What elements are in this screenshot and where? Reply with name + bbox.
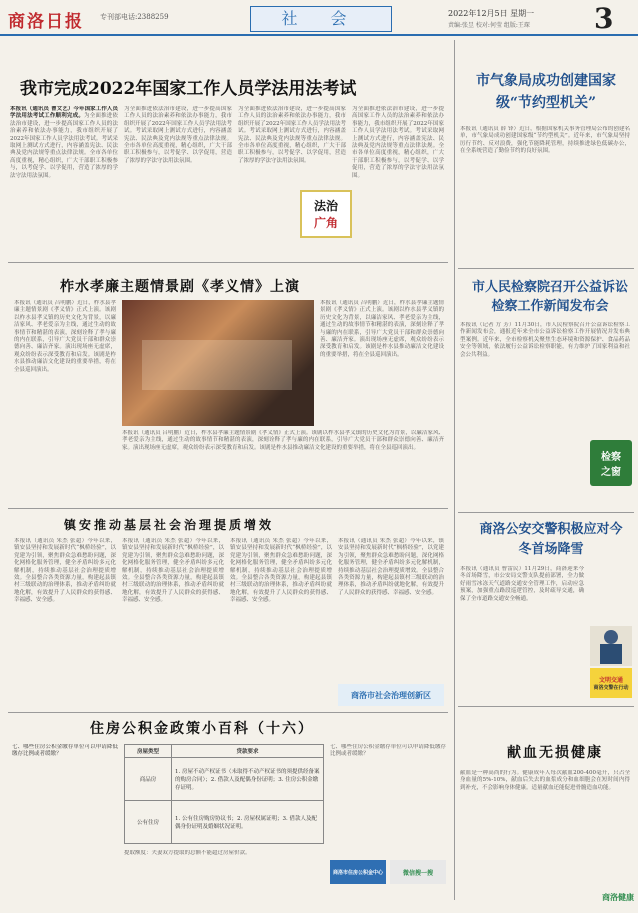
housing-fund-text: 七、哪些住房公积金缴存单位可以申请降低缴存比例或者缓缴？ [330,744,446,758]
divider [8,712,448,713]
traffic-officer-figure [590,626,632,666]
divider [458,706,634,707]
table-header: 房屋类型 [125,745,172,758]
article-body: 为全面推进依法治市建设，进一步提高国家工作人员的法治素养和依法办事能力，我市组织开展了2022年国家工作人员学法用法考试。考试采取网上测试方式进行，内容涵盖宪法、民法典及党内法规等重点法律法规。全市各单位高度重视，精心组织，广大干部职工积极参与，以考促学、以学促用，营造了浓厚的学法守法用法氛围。 [124,106,232,164]
badge-text: 检察 [601,452,621,463]
article-law-exam-col3 [238,106,346,184]
article-governance-col1: 本报讯（通讯员 朱杰 张超）今年以来，镇安县坚持和发展新时代“枫桥经验”，以党建为引领，聚焦群众急难愁盼问题，深化网格化服务管理，健全矛盾纠纷多元化解机制，持续推动基层社会治理提质增效。全县整合各类资源力量，构建起县镇村三级联动的治理体系，推动矛盾纠纷就地化解，有效提升了人民群众的获得感、幸福感、安全感。 [14,538,116,604]
officer-head-icon [604,630,618,644]
housing-fund-table [124,744,324,844]
headline-traffic-police: 商洛公安交警积极应对今冬首场降雪 [479,522,623,557]
drama-stage-photo [122,300,314,426]
badge-text: 文明交通 [598,677,623,684]
headline-law-exam: 我市完成2022年国家工作人员学法用法考试 [20,79,357,99]
masthead [0,0,638,36]
procuratorate-badge [590,440,632,486]
table-row [125,801,324,844]
governance-logo: 商洛市社会治理创新区 [338,684,444,706]
table-cell: 1. 公有住房购房协议书；2. 房屋权属证明；3. 借款人及配偶身份证明及婚姻状况证明。 [172,801,324,844]
newspaper-logo: 商洛日报 [8,12,84,32]
article-drama-col1: 本报讯（通讯员 吕明鹏）近日，柞水县孝廉主题情景剧《孝义情》正式上演。该剧以柞水县孝义镇的历史文化为背景，以廉洁家风、孝老爱亲为主线，通过生动的故事情节和精湛的表演，深刻诠释了孝与廉的内在联系，引导广大党员干部和群众崇德向善、廉洁齐家。演出现场座无虚席，观众纷纷表示深受教育和启发。该剧是柞水县推动廉洁文化建设的重要举措，将在全县巡回演出。 [14,300,116,373]
article-energy-saving: 本报讯（通讯员 薛 铎）近日，根据国家机关事务管理局公布的创建名单，市气象局成功创建国家级“节约型机关”。近年来，市气象局坚持厉行节约、反对浪费，强化节能降耗管理，持续推进绿色低碳办公，在全系统营造了勤俭节约的良好氛围。 [460,126,630,155]
traffic-badge [590,668,632,698]
table-row [125,745,324,758]
article-law-exam-col4 [352,106,444,256]
article-governance-col4: 本报讯（通讯员 朱杰 张超）今年以来，镇安县坚持和发展新时代“枫桥经验”，以党建为引领，聚焦群众急难愁盼问题，深化网格化服务管理，健全矛盾纠纷多元化解机制，持续推动基层社会治理提质增效。全县整合各类资源力量，构建起县镇村三级联动的治理体系，推动矛盾纠纷就地化解，有效提升了人民群众的获得感、幸福感、安全感。 [338,538,444,596]
article-governance-col2: 本报讯（通讯员 朱杰 张超）今年以来，镇安县坚持和发展新时代“枫桥经验”，以党建为引领，聚焦群众急难愁盼问题，深化网格化服务管理，健全矛盾纠纷多元化解机制，持续推动基层社会治理提质增效。全县整合各类资源力量，构建起县镇村三级联动的治理体系，推动矛盾纠纷就地化解，有效提升了人民群众的获得感、幸福感、安全感。 [122,538,224,604]
divider [458,268,634,269]
date: 2022年12月5日 星期一 [448,9,535,18]
table-cell: 商品房 [125,758,172,801]
headline-drama: 柞水孝廉主题情景剧《孝义情》上演 [60,279,300,295]
table-row [125,758,324,801]
article-body: 为全面推进依法治市建设，进一步提高国家工作人员的法治素养和依法办事能力，我市组织开展了2022年国家工作人员学法用法考试。考试采取网上测试方式进行，内容涵盖宪法、民法典及党内法规等重点法律法规。全市各单位高度重视，精心组织，广大干部职工积极参与，以考促学、以学促用，营造了浓厚的学法守法用法氛围。 [352,106,444,179]
badge-text: 之窗 [601,467,621,478]
housing-fund-intro: 七、哪些住房公积金缴存单位可以申请降低缴存比例或者缓缴？ [12,744,118,758]
article-body: 为全面推进依法治市建设，进一步提高国家工作人员的法治素养和依法办事能力，我市组织开展了2022年国家工作人员学法用法考试。考试采取网上测试方式进行，内容涵盖宪法、民法典及党内法规等重点法律法规。全市各单位高度重视，精心组织，广大干部职工积极参与，以考促学、以学促用，营造了浓厚的学法守法用法氛围。 [238,106,346,164]
health-brand: 商洛健康 [602,892,634,902]
section-label: 社 会 [250,6,392,32]
article-procuratorate: 本报讯（记者 方 芳）11月30日，市人民检察院召开公益诉讼检察工作新闻发布会，通报近年来全市公益诉讼检察工作开展情况并发布典型案例。近年来，全市检察机关聚焦生态环境和资源保护、食品药品安全等领域，依法履行公益诉讼检察职能，有力维护了国家利益和社会公共利益。 [460,322,630,358]
headline-procuratorate: 市人民检察院召开公益诉讼检察工作新闻发布会 [471,280,628,314]
badge-text: 商洛交警在行动 [593,685,629,691]
article-drama-cont: 本报讯（通讯员 吕明鹏）近日，柞水县孝廉主题情景剧《孝义情》正式上演。该剧以柞水县孝义镇的历史文化为背景，以廉洁家风、孝老爱亲为主线，通过生动的故事情节和精湛的表演，深刻诠释了孝与廉的内在联系，引导广大党员干部和群众崇德向善、廉洁齐家。演出现场座无虚席，观众纷纷表示深受教育和启发。该剧是柞水县推动廉洁文化建设的重要举措，将在全县巡回演出。 [122,430,444,451]
article-blood-donation: 献血是一种高尚的行为。健康成年人每次献血200-400毫升，只占全身血量的5%-10%，献血后失去的血浆成分和血细胞会在短时间内得到补充，不会影响身体健康。适量献血还能促进骨髓造血功能。 [460,770,630,791]
byline: 本报讯（通讯员 曹文艺）今年国家工作人员学法用法考试工作顺利完成。 [10,106,118,120]
article-body: 为全面推进依法治市建设，进一步提高国家工作人员的法治素养和依法办事能力，我市组织开展了2022年国家工作人员学法用法考试。考试采取网上测试方式进行，内容涵盖宪法、民法典及党内法规等重点法律法规。全市各单位高度重视，精心组织，广大干部职工积极参与，以考促学、以学促用，营造了浓厚的学法守法用法氛围。 [10,113,118,179]
table-cell: 1. 房屋不动产权证书（未取得不动产权证书的须提供经备案的购房合同）；2. 借款人及配偶身份证明；3. 住房公积金缴存证明。 [172,758,324,801]
article-governance-col3: 本报讯（通讯员 朱杰 张超）今年以来，镇安县坚持和发展新时代“枫桥经验”，以党建为引领，聚焦群众急难愁盼问题，深化网格化服务管理，健全矛盾纠纷多元化解机制，持续推动基层社会治理提质增效。全县整合各类资源力量，构建起县镇村三级联动的治理体系，推动矛盾纠纷就地化解，有效提升了人民群众的获得感、幸福感、安全感。 [230,538,332,604]
headline-housing-fund: 住房公积金政策小百科（十六） [90,721,314,737]
divider [8,262,448,263]
badge-text: 广角 [313,216,338,230]
housing-fund-footer: 商洛市住房公积金中心 [330,860,386,884]
page-number: 3 [594,2,614,35]
table-header: 贷款要求 [172,745,324,758]
column-divider [454,40,455,900]
article-drama-col3: 本报讯（通讯员 吕明鹏）近日，柞水县孝廉主题情景剧《孝义情》正式上演。该剧以柞水县孝义镇的历史文化为背景，以廉洁家风、孝老爱亲为主线，通过生动的故事情节和精湛的表演，深刻诠释了孝与廉的内在联系，引导广大党员干部和群众崇德向善、廉洁齐家。演出现场座无虚席，观众纷纷表示深受教育和启发。该剧是柞水县推动廉洁文化建设的重要举措，将在全县巡回演出。 [320,300,444,358]
divider [8,508,448,509]
article-law-exam-col1 [10,106,118,256]
officer-body-icon [600,644,622,664]
headline-governance: 镇安推动基层社会治理提质增效 [64,518,275,532]
stage-actors [142,340,292,390]
wechat-search[interactable]: 微信搜一搜 [390,860,446,884]
editors: 责编:张昱 校对:何莹 组版:王琛 [448,22,530,29]
divider [458,512,634,513]
badge-text: 法治 [313,199,338,213]
table-cell: 公有住房 [125,801,172,844]
housing-fund-note: 提取额度：夫妻双方提取的总额不能超过房屋价款。 [124,850,251,856]
article-traffic-police: 本报讯（通讯员 曹雷民）11月29日，商洛迎来今冬首场降雪，市公安局交警支队提前部署，全力做好雨雪冰冻天气道路交通安全管理工作，启动应急预案，加强重点路段巡逻管控，及时疏导交通，确保了全市道路交通安全畅通。 [460,566,584,602]
headline-blood-donation: 献血无损健康 [507,745,603,761]
article-law-exam-col2 [124,106,232,256]
rule-of-law-badge [300,190,352,238]
phone-line: 专刊部电话:2388259 [100,13,169,21]
headline-energy-saving: 市气象局成功创建国家级“节约型机关” [476,73,616,111]
